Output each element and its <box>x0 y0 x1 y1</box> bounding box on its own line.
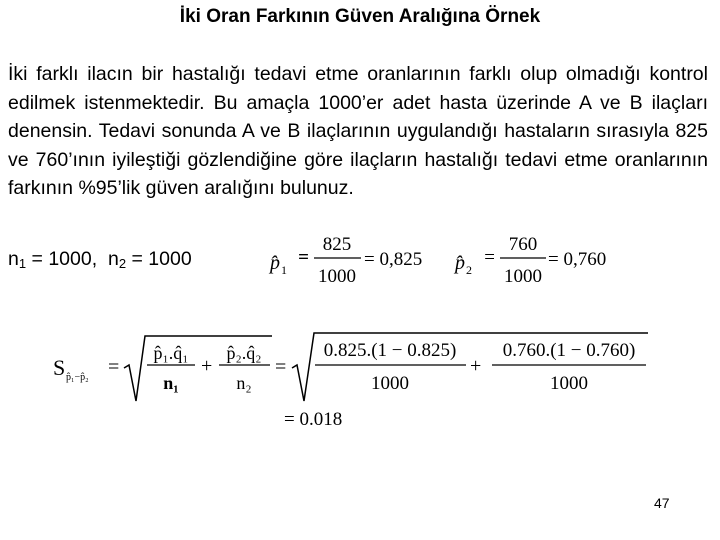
n1-subscript: 1 <box>18 256 27 271</box>
p1-estimate <box>268 234 422 287</box>
p1-symbol: p̂ <box>270 252 280 274</box>
n2-label: n <box>107 248 119 270</box>
se-subscript: p̂₁−p̂₂ <box>66 372 89 383</box>
plus-sign-2: + <box>470 355 482 377</box>
slide-title: İki Oran Farkının Güven Aralığına Örnek <box>179 6 541 27</box>
se-symbol: S <box>53 355 66 380</box>
p1-subscript: 1 <box>281 263 287 277</box>
frac3-numerator: 0.825.(1 − 0.825) <box>323 340 457 361</box>
frac4-numerator: 0.760.(1 − 0.760) <box>502 340 636 361</box>
svg-text:=: = <box>483 247 496 268</box>
p2-denominator: 1000 <box>504 266 542 287</box>
p2-result: = 0,760 <box>548 249 607 270</box>
n2-value: = 1000 <box>126 248 192 270</box>
formula-area <box>0 225 720 445</box>
p1-result: = 0,825 <box>364 249 423 270</box>
problem-text: İki farklı ilacın bir hastalığı tedavi etme oranlarının farklı olup olmadığı kontrol edilmek istenmektedir. Bu amaçla 1000’er adet hasta üzerinde A ve B ilaçları denensin. Tedavi sonunda A ve B ilaçlarının uygulandığı hastaların sırasıyla 825 ve 760’ının iyileştiği gözlendiğine göre ilaçların hastalığı tedavi etme oranlarının farkının %95’lik güven aralığını bulunuz. <box>8 63 708 199</box>
frac1-numerator: p̂₁.q̂₁ <box>153 343 189 363</box>
se-result: = 0.018 <box>284 409 343 430</box>
n1-label: n <box>8 248 19 270</box>
frac4-denominator: 1000 <box>550 373 588 394</box>
frac2-denominator: n₂ <box>236 373 252 393</box>
frac2-numerator: p̂₂.q̂₂ <box>226 343 262 363</box>
frac1-denominator: n₁ <box>163 373 179 393</box>
n2-subscript: 2 <box>118 256 127 271</box>
p1-denominator: 1000 <box>318 266 356 287</box>
p2-numerator: 760 <box>508 234 538 255</box>
n1-value: = 1000, <box>26 248 98 270</box>
p1-numerator: 825 <box>322 234 352 255</box>
page-number: 47 <box>654 495 670 511</box>
se-equals: = <box>108 356 120 378</box>
frac3-denominator: 1000 <box>371 373 409 394</box>
p2-symbol: p̂ <box>455 252 465 274</box>
std-error-formula <box>53 333 648 430</box>
p2-subscript: 2 <box>466 263 472 277</box>
plus-sign-1: + <box>201 355 213 377</box>
p2-estimate <box>453 234 606 287</box>
equals-sign-2: = <box>275 356 287 378</box>
svg-text:=: = <box>298 247 309 268</box>
